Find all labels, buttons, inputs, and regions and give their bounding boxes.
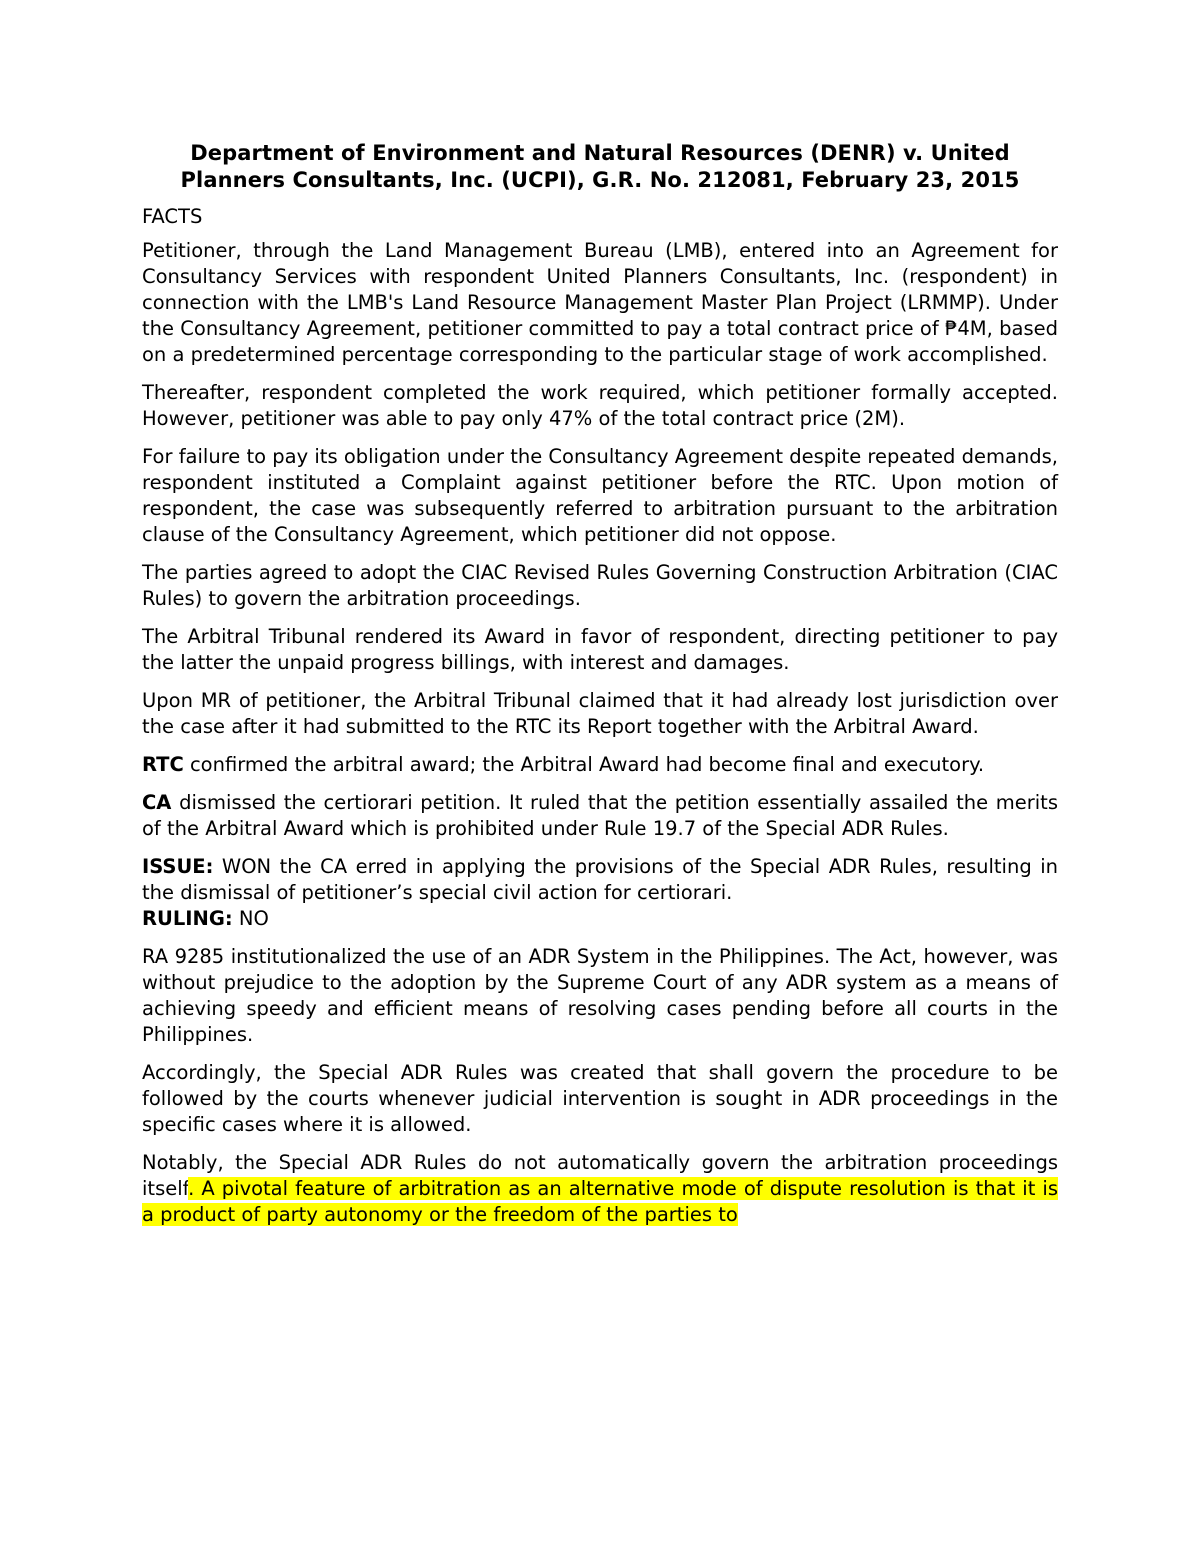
title-line-2: Planners Consultants, Inc. (UCPI), G.R. No. 212081, February 23, 2015 [180, 168, 1020, 192]
facts-paragraph-2: Thereafter, respondent completed the work required, which petitioner formally accepted. However, petitioner was able to pay only 47% of the total contract price (2M). [142, 381, 1058, 430]
ruling-paragraph [142, 906, 1058, 932]
issue-text: WON the CA erred in applying the provisions of the Special ADR Rules, resulting in the dismissal of petitioner’s special civil action for certiorari. [142, 855, 1058, 904]
rtc-paragraph [142, 752, 1058, 778]
facts-paragraph-4: The parties agreed to adopt the CIAC Revised Rules Governing Construction Arbitration (CIAC Rules) to govern the arbitration proceedings. [142, 561, 1058, 610]
title-line-1: Department of Environment and Natural Resources (DENR) v. United [190, 141, 1010, 165]
ca-text: dismissed the certiorari petition. It ruled that the petition essentially assailed the merits of the Arbitral Award which is prohibited under Rule 19.7 of the Special ADR Rules. [142, 791, 1058, 840]
ca-paragraph [142, 790, 1058, 842]
document-title [142, 140, 1058, 194]
facts-paragraph-3: For failure to pay its obligation under the Consultancy Agreement despite repeated demands, respondent instituted a Complaint against petitioner before the RTC. Upon motion of respondent, the case was subsequently referred to arbitration pursuant to the arbitration clause of the Consultancy Agreement, which petitioner did not oppose. [142, 445, 1058, 546]
rtc-text: confirmed the arbitral award; the Arbitral Award had become final and executory. [183, 753, 985, 776]
ca-label: CA [142, 791, 172, 814]
closing-text: Notably, the Special ADR Rules do not automatically govern the arbitration proceedings itself [142, 1151, 1058, 1200]
facts-paragraph-1: Petitioner, through the Land Management Bureau (LMB), entered into an Agreement for Consultancy Services with respondent United Planners Consultants, Inc. (respondent) in connection with the LMB's Land Resource Management Master Plan Project (LRMMP). Under the Consultancy Agreement, petitioner committed to pay a total contract price of ₱4M, based on a predetermined percentage corresponding to the particular stage of work accomplished. [142, 239, 1058, 366]
issue-label: ISSUE: [142, 855, 214, 878]
highlighted-text: . A pivotal feature of arbitration as an alternative mode of dispute resolution is that it is a product of party autonomy or the freedom of the parties to [142, 1177, 1058, 1226]
ruling-text: NO [232, 907, 269, 930]
facts-heading: FACTS [142, 205, 203, 228]
facts-paragraph-5: The Arbitral Tribunal rendered its Award in favor of respondent, directing petitioner to pay the latter the unpaid progress billings, with interest and damages. [142, 625, 1058, 674]
facts-paragraph-6: Upon MR of petitioner, the Arbitral Tribunal claimed that it had already lost jurisdiction over the case after it had submitted to the RTC its Report together with the Arbitral Award. [142, 689, 1058, 738]
document-page [142, 140, 1058, 1228]
ruling-paragraph-1: RA 9285 institutionalized the use of an ADR System in the Philippines. The Act, however, was without prejudice to the adoption by the Supreme Court of any ADR system as a means of achieving speedy and efficient means of resolving cases pending before all courts in the Philippines. [142, 945, 1058, 1046]
ruling-label: RULING: [142, 907, 233, 930]
ruling-paragraph-2: Accordingly, the Special ADR Rules was created that shall govern the procedure to be followed by the courts whenever judicial intervention is sought in ADR proceedings in the specific cases where it is allowed. [142, 1061, 1058, 1136]
closing-paragraph [142, 1150, 1058, 1228]
rtc-label: RTC [142, 753, 184, 776]
issue-paragraph [142, 854, 1058, 906]
